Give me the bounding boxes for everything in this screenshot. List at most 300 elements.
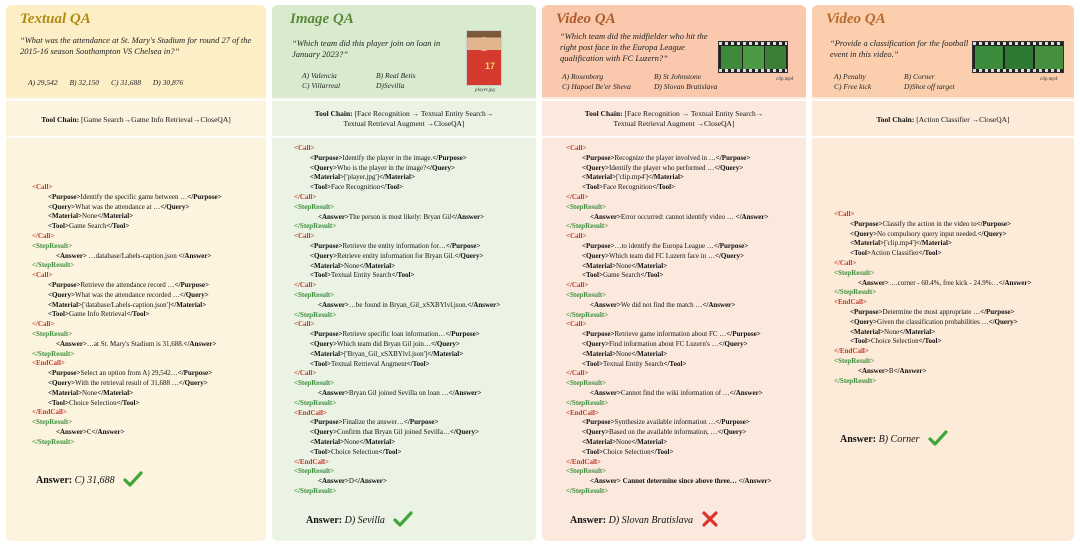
trace-open-tag: <Query> [48,202,76,211]
trace-value: Recognize the player involved in … [614,153,716,162]
trace-close-tag: </Material> [647,173,684,182]
call-tag [32,320,222,330]
image-caption: player.jpg [475,88,495,93]
option-b: B) St Johnstone [654,72,702,81]
trace-tag: </Call> [32,320,55,329]
trace-tag: <StepResult> [566,202,607,211]
question-text: “Which team did this player join on loan in January 2023?” [292,38,441,59]
trace-answer [566,301,771,311]
trace-close-tag: </Purpose> [187,192,222,201]
trace-value: Which team did Bryan Gil join… [337,339,431,348]
trace-open-tag: <Material> [850,239,885,248]
video-frame [765,46,786,70]
trace-value: ['database/Labels-caption.json'] [82,300,171,309]
trace-value: We did not find the match … [620,300,703,309]
jersey-number: 17 [485,61,496,71]
trace-answer [566,213,771,223]
trace-close-tag: </Material> [899,327,936,336]
trace-open-tag: <Purpose> [582,418,615,427]
option-a: A) Penalty [834,72,866,81]
divider [812,99,1074,101]
trace-close-tag: </Query> [430,339,460,348]
trace-tag: </EndCall> [566,457,601,466]
answer-label: Answer: [570,514,607,526]
trace-tag: </StepResult> [566,486,609,495]
divider [272,136,536,138]
trace-field [294,360,500,370]
call-tag [294,144,500,154]
trace-open-tag: <Tool> [850,249,871,258]
trace-close-tag: </Answer> [467,300,501,309]
video-clip-thumbnail [718,41,788,73]
trace-value: None [884,327,900,336]
trace-close-tag: </Tool> [106,222,130,231]
trace-close-tag: </Tool> [378,447,402,456]
trace-close-tag: </Material> [97,212,134,221]
trace-value: Game Search [602,271,641,280]
trace-open-tag: <Material> [48,212,83,221]
trace-open-tag: <Query> [310,251,338,260]
trace-tag: </StepResult> [834,288,877,297]
final-answer [840,430,948,449]
trace-tag: </EndCall> [32,408,67,417]
trace-answer [294,389,500,399]
trace-field [294,173,500,183]
trace-open-tag: <Answer> [56,339,87,348]
trace-close-tag: </Tool> [640,271,664,280]
trace-close-tag: </Tool> [918,249,942,258]
trace-close-tag: </Purpose> [177,369,213,378]
step-result-tag [294,399,500,409]
call-tag [32,232,222,242]
tool-trace [294,144,500,497]
trace-value: ['Bryan_Gil_xSXBYlvl.json'] [344,349,428,358]
trace-value: Identify the player who performed … [609,163,715,172]
trace-close-tag: </Material> [359,437,396,446]
trace-value: Retrieve the attendance record … [80,280,175,289]
trace-value: Retrieve entity information for Bryan Gil. [337,251,455,260]
video-frame [721,46,742,70]
tool-chain-text: [Action Classifier →CloseQA] [916,115,1010,124]
trace-answer [32,428,222,438]
trace-tag: <StepResult> [566,467,607,476]
options-grid [302,71,450,90]
trace-field [32,281,222,291]
step-result-tag [834,269,1031,279]
trace-open-tag: <Material> [582,437,617,446]
trace-value: Action Classifier [870,249,919,258]
trace-field [294,418,500,428]
trace-tag: <Call> [566,144,587,152]
trace-value: Textual Entity Search [602,359,664,368]
trace-open-tag: <Purpose> [48,369,81,378]
trace-value: Select an option from A) 29,542… [80,369,178,378]
trace-value: Bryan Gil joined Sevilla on loan … [348,388,449,397]
trace-open-tag: <Tool> [48,398,69,407]
step-result-tag [294,467,500,477]
call-tag [294,232,500,242]
trace-value: None [616,437,632,446]
options-row [28,78,193,87]
tool-chain-label: Tool Chain: [314,109,353,118]
trace-open-tag: <Answer> [590,212,621,221]
film-strip [973,42,1063,45]
trace-field [566,330,771,340]
panel-title: Video QA [826,11,886,27]
trace-tag: </StepResult> [294,222,337,231]
trace-field [294,330,500,340]
trace-open-tag: <Material> [850,327,885,336]
trace-tag: </EndCall> [294,457,329,466]
trace-open-tag: <Purpose> [310,418,343,427]
tool-chain [542,109,806,129]
trace-field [294,438,500,448]
trace-open-tag: <Tool> [310,447,331,456]
step-result-tag [566,379,771,389]
trace-open-tag: <Answer> [318,477,349,486]
trace-open-tag: <Answer> [318,300,349,309]
trace-open-tag: <Answer> [318,388,349,397]
trace-close-tag: </Material> [631,349,668,358]
step-result-tag [566,467,771,477]
trace-tag: </Call> [834,258,857,267]
trace-open-tag: <Tool> [582,271,603,280]
player-image [466,30,502,86]
trace-field [32,212,222,222]
option-a: A) 29,542 [28,78,58,87]
trace-value: B [888,366,894,375]
trace-value: Face Recognition [602,183,653,192]
trace-field [294,183,500,193]
trace-field [566,438,771,448]
trace-value: None [616,349,632,358]
trace-close-tag: </Query> [426,163,456,172]
trace-field [32,222,222,232]
trace-answer [834,279,1031,289]
trace-field [566,252,771,262]
trace-tag: </Call> [566,369,589,378]
trace-open-tag: <Tool> [582,359,603,368]
trace-field [566,448,771,458]
step-result-tag [834,377,1031,387]
trace-tag: <Call> [566,320,587,329]
trace-value: Classify the action in the video to [882,219,977,228]
trace-open-tag: <Tool> [582,183,603,192]
trace-close-tag: </Tool> [663,359,687,368]
trace-open-tag: <Purpose> [582,330,615,339]
step-result-tag [566,222,771,232]
trace-close-tag: </Tool> [380,183,404,192]
trace-open-tag: <Material> [582,173,617,182]
trace-field [834,239,1031,249]
trace-value: None [82,212,98,221]
tool-chain [6,115,266,125]
trace-close-tag: </Answer> [702,300,736,309]
divider [812,136,1074,138]
option-c: C) Free kick [834,82,872,91]
trace-tag: <StepResult> [32,418,73,427]
trace-close-tag: </Purpose> [726,330,761,339]
video-caption: clip.mp4 [1040,77,1058,82]
call-tag [834,347,1031,357]
trace-close-tag: </Material> [427,349,464,358]
tool-chain-text-2: Textual Retrieval Augment →CloseQA] [613,119,735,128]
trace-close-tag: </Tool> [652,183,676,192]
film-strip [973,69,1063,72]
trace-value: Who is the player in the image? [337,163,427,172]
trace-field [294,154,500,164]
trace-field [32,301,222,311]
trace-tag: </StepResult> [294,486,337,495]
answer-value: D) Slovan Bratislava [608,514,694,526]
final-answer [36,471,143,490]
tool-trace [566,144,771,497]
trace-field [294,448,500,458]
video-frame [1005,46,1033,70]
panel-video-qa-2 [812,5,1074,541]
trace-tag: <StepResult> [294,202,335,211]
trace-open-tag: <Purpose> [310,241,343,250]
trace-open-tag: <Material> [48,388,83,397]
trace-close-tag: </Material> [359,261,396,270]
trace-close-tag: </Answer> [448,388,482,397]
trace-field [32,310,222,320]
trace-answer [834,367,1031,377]
trace-open-tag: <Tool> [310,359,331,368]
video-frame [975,46,1003,70]
trace-field [566,340,771,350]
option-b: B) Real Betis [376,71,416,80]
trace-tag: <StepResult> [32,329,73,338]
trace-open-tag: <Answer> [56,427,87,436]
trace-value: …at St. Mary's Stadium is 31,688. [86,339,184,348]
step-result-tag [294,222,500,232]
trace-tag: </StepResult> [32,437,75,446]
trace-close-tag: </Query> [717,428,747,437]
step-result-tag [32,330,222,340]
trace-field [566,418,771,428]
trace-tag: <StepResult> [566,379,607,388]
trace-open-tag: <Material> [582,349,617,358]
trace-field [32,203,222,213]
tool-chain-label: Tool Chain: [584,109,623,118]
trace-tag: <EndCall> [32,359,65,368]
tool-chain-text: [Face Recognition → Textual Entity Search→ [624,109,764,118]
trace-answer [566,389,771,399]
trace-value: Face Recognition [330,183,381,192]
trace-close-tag: </Purpose> [715,153,751,162]
trace-value: Find information about FC Luzern's … [609,339,719,348]
trace-close-tag: </Query> [988,317,1018,326]
trace-value: D [348,477,354,486]
trace-open-tag: <Purpose> [850,307,883,316]
trace-tag: </Call> [566,281,589,290]
trace-value: What was the attendance at … [75,202,161,211]
trace-value: Which team did FC Luzern face in … [609,251,715,260]
trace-tag: <Call> [294,232,315,241]
check-icon [393,511,413,530]
trace-open-tag: <Purpose> [310,153,343,162]
trace-field [566,271,771,281]
trace-close-tag: </Material> [379,173,415,182]
trace-open-tag: <Tool> [48,310,69,319]
trace-field [834,337,1031,347]
call-tag [32,271,222,281]
answer-label: Answer: [306,514,343,526]
trace-value: Identify the specific game between … [80,192,188,201]
trace-tag: </StepResult> [32,261,75,270]
trace-field [566,350,771,360]
option-d: D)Sevilla [376,81,405,90]
step-result-tag [32,418,222,428]
trace-open-tag: <Purpose> [310,330,343,339]
trace-field [294,164,500,174]
trace-field [834,249,1031,259]
trace-field [32,291,222,301]
trace-tag: <Call> [32,183,53,191]
option-c: C) Hapoel Be'er Sheva [562,82,631,91]
trace-tag: <StepResult> [32,241,73,250]
trace-value: What was the attendance recorded … [75,290,180,299]
options-grid [562,72,746,91]
trace-open-tag: <Answer> [590,300,621,309]
call-tag [294,193,500,203]
trace-open-tag: <Material> [310,349,345,358]
trace-close-tag: </Material> [631,261,668,270]
tool-chain-label: Tool Chain: [876,115,915,124]
trace-tag: </StepResult> [566,398,609,407]
trace-field [32,399,222,409]
trace-close-tag: </Purpose> [432,153,467,162]
trace-open-tag: <Answer> [318,212,349,221]
trace-value: The person is most likely: Bryan Gil [348,212,452,221]
trace-field [294,350,500,360]
trace-tag: </StepResult> [834,376,877,385]
trace-tag: </StepResult> [294,398,337,407]
call-tag [566,193,771,203]
panel-video-qa-1 [542,5,806,541]
trace-open-tag: <Purpose> [582,153,615,162]
trace-close-tag: </Answer> [91,427,125,436]
trace-open-tag: <Query> [582,251,610,260]
call-tag [294,458,500,468]
trace-field [566,183,771,193]
trace-tag: </Call> [294,281,317,290]
trace-open-tag: <Tool> [48,222,69,231]
film-strip [719,42,787,45]
final-answer [306,511,413,530]
trace-open-tag: <Material> [310,437,345,446]
call-tag [566,458,771,468]
trace-close-tag: </Tool> [650,447,674,456]
call-tag [32,408,222,418]
question-text: “Which team did the midfielder who hit the right post face in the Europa League qualification with FC Luzern?” [560,31,708,63]
trace-tag: <Call> [834,210,855,218]
video-clip-thumbnail [972,41,1064,73]
divider [6,136,266,138]
tool-chain-label: Tool Chain: [41,115,80,124]
trace-field [32,193,222,203]
option-a: A) Valencia [302,71,337,80]
trace-value: Given the classification probabilities … [877,317,989,326]
trace-close-tag: </Query> [179,290,209,299]
trace-open-tag: <Query> [850,229,878,238]
trace-open-tag: <Material> [48,300,83,309]
trace-close-tag: </Answer> [893,366,927,375]
step-result-tag [294,311,500,321]
divider [542,136,806,138]
trace-value: Choice Selection [602,447,651,456]
tool-trace [32,183,222,448]
trace-field [834,308,1031,318]
trace-close-tag: </Answer> [183,339,217,348]
tool-chain-text-2: Textual Retrieval Augment →CloseQA] [343,119,465,128]
step-result-tag [566,487,771,497]
divider [542,99,806,101]
trace-tag: <StepResult> [834,356,875,365]
step-result-tag [32,438,222,448]
trace-tag: </StepResult> [294,310,337,319]
trace-tag: <Call> [566,232,587,241]
trace-open-tag: <Purpose> [48,192,81,201]
trace-open-tag: <Answer> [590,388,621,397]
answer-label: Answer: [36,474,73,486]
answer-value: C) 31,688 [74,474,115,486]
step-result-tag [834,357,1031,367]
step-result-tag [294,203,500,213]
trace-tag: <EndCall> [294,408,327,417]
trace-close-tag: </Answer> [998,278,1032,287]
panel-title: Video QA [556,11,616,27]
trace-tag: </EndCall> [834,347,869,356]
trace-value: No compulsory query input needed. [877,229,978,238]
trace-field [566,164,771,174]
trace-field [834,230,1031,240]
trace-value: Game Info Retrieval [68,310,127,319]
trace-value: Cannot determine since above three… [620,477,739,486]
trace-field [32,379,222,389]
trace-tag: <EndCall> [834,298,867,307]
video-caption: clip.mp4 [776,77,794,82]
trace-open-tag: <Tool> [310,183,331,192]
trace-close-tag: </Query> [714,163,744,172]
trace-open-tag: <Purpose> [850,219,883,228]
option-c: C) 31,688 [110,78,141,87]
trace-open-tag: <Query> [310,428,338,437]
step-result-tag [566,291,771,301]
trace-close-tag: </Answer> [353,477,387,486]
player-face [477,37,491,51]
video-frame [1035,46,1063,70]
option-d: D) 30,876 [152,78,184,87]
trace-answer [32,252,222,262]
trace-value: Synthesize available information … [614,418,716,427]
call-tag [566,232,771,242]
cross-icon [702,511,718,530]
trace-open-tag: <Query> [582,428,610,437]
trace-tag: <EndCall> [566,408,599,417]
trace-close-tag: </Purpose> [445,330,480,339]
divider [6,99,266,101]
trace-field [294,242,500,252]
trace-close-tag: </Answer> [738,477,772,486]
trace-value: None [82,388,98,397]
trace-open-tag: <Tool> [310,271,331,280]
call-tag [566,144,771,154]
trace-close-tag: </Material> [915,239,952,248]
call-tag [32,359,222,369]
tool-chain-text: [Game Search→Game Info Retrieval→CloseQA] [81,115,231,124]
